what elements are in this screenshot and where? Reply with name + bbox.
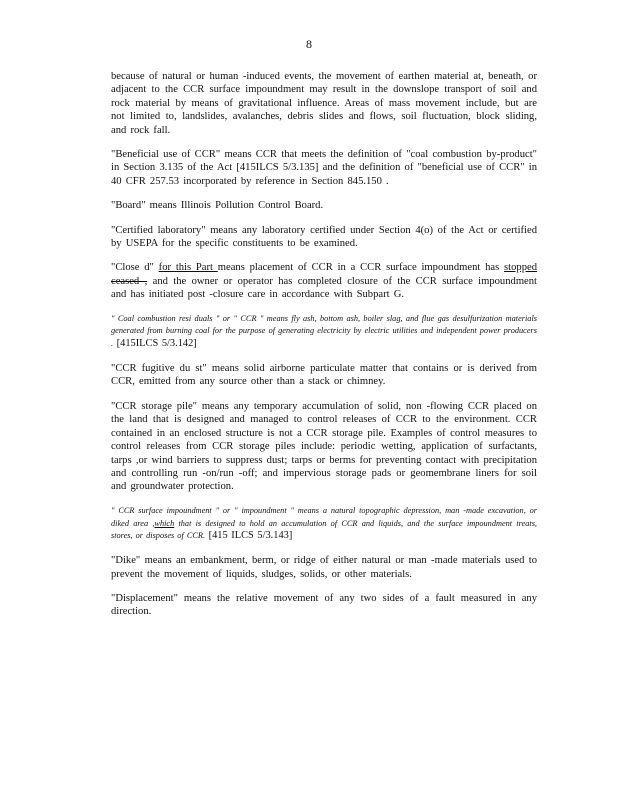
paragraph-ccr-definition	[111, 313, 537, 351]
closed-text: means placement of CCR in a CCR surface impoundment has	[217, 262, 505, 274]
inserted-text: which	[154, 518, 175, 528]
paragraph-beneficial-use-definition: "Beneficial use of CCR" means CCR that meets the definition of "coal combustion by-product" in Section 3.135 of the Act [415ILCS 5/3.135] and the definition of "beneficial use of CCR" in 40 CFR 257.53 incorporated by reference in Section 845.150 .	[111, 149, 537, 187]
impoundment-text: " CCR surface impoundment " or " impoundment " means a natural topographic depression, man -made excavation, or diked area ,	[111, 505, 537, 528]
impoundment-text-rest: that is designed to hold an accumulation of CCR and liquids, and the surface impoundment treats, stores, or disposes of CCR.	[111, 518, 538, 541]
document-body	[111, 70, 537, 630]
inserted-text: for this Part	[158, 262, 218, 274]
paragraph-displacement-definition: "Displacement" means the relative movement of any two sides of a fault measured in any direction.	[111, 592, 537, 618]
ccr-definition-text: " Coal combustion resi duals " or " CCR " means fly ash, bottom ash, boiler slag, and flue gas desulfurization materials generated from burning coal for the purpose of generating electricity by electric utilities and independent power producers .	[111, 313, 537, 349]
page-number: 8	[306, 37, 312, 51]
closed-text-rest: and the owner or operator has completed closure of the CCR surface impoundment and has initiated post -closure care in accordance with Subpart G.	[111, 275, 537, 301]
inserted-text: stopped	[504, 262, 538, 274]
deleted-text: ceased ,	[111, 275, 148, 287]
paragraph-closed-definition	[111, 261, 537, 301]
paragraph-ccr-surface-impoundment-definition	[111, 505, 537, 543]
paragraph-certified-laboratory-definition: "Certified laboratory" means any laboratory certified under Section 4(o) of the Act or certified by USEPA for the specific constituents to be examined.	[111, 224, 537, 250]
closed-term: "Close d"	[111, 262, 159, 274]
paragraph-landslide-definition-continued: because of natural or human -induced events, the movement of earthen material at, beneath, or adjacent to the CCR surface impoundment may result in the downslope transport of soil and rock material by means of gravitational influence. Areas of mass movement include, but are not limited to, landslides, avalanches, debris slides and flows, soil fluctuation, block sliding, and rock fall.	[111, 71, 537, 136]
paragraph-ccr-storage-pile-definition: "CCR storage pile" means any temporary accumulation of solid, non -flowing CCR placed on the land that is designed and managed to control releases of CCR to the environment. CCR contained in an enclosed structure is not a CCR storage pile. Examples of control measures to control releases from CCR storage piles include: periodic wetting, application of surfactants, tarps ,or wind barriers to suppress dust; tarps or berms for preventing contact with precipitation and controlling run -on/run -off; and impervious storage pads or geomembrane liners for soil and groundwater protection.	[111, 400, 537, 493]
statute-citation: [415 ILCS 5/3.143]	[205, 530, 293, 542]
paragraph-ccr-fugitive-dust-definition: "CCR fugitive du st" means solid airborne particulate matter that contains or is derived from CCR, emitted from any source other than a stack or chimney.	[111, 363, 537, 388]
paragraph-board-definition: "Board" means Illinois Pollution Control Board.	[111, 200, 324, 212]
paragraph-dike-definition: "Dike" means an embankment, berm, or ridge of either natural or man -made materials used to prevent the movement of liquids, sludges, solids, or other materials.	[111, 555, 537, 580]
statute-citation: [415ILCS 5/3.142]	[113, 338, 197, 350]
